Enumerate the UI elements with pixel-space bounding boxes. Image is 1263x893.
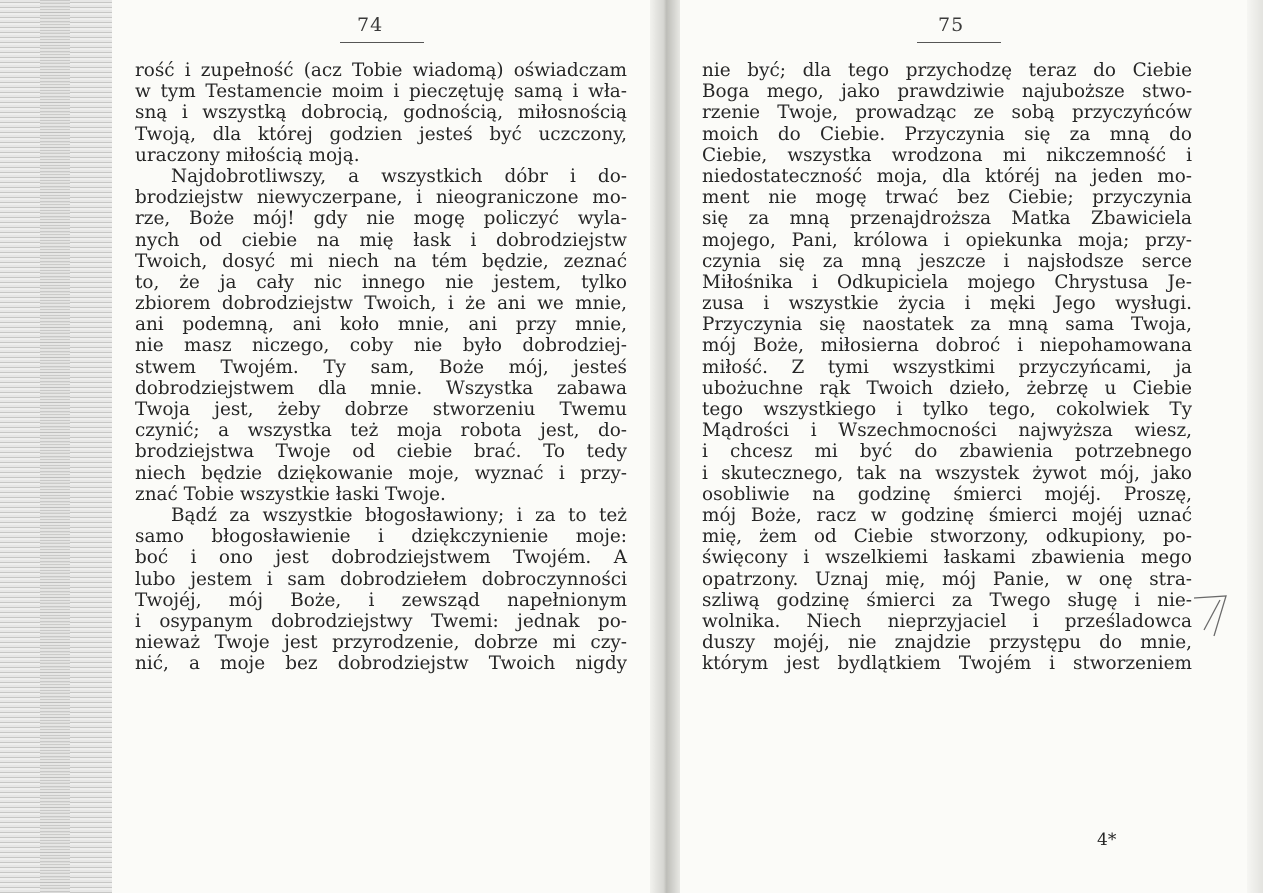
scan-right-edge xyxy=(1247,0,1263,893)
text-line: ment nie mogę trwać bez Ciebie; przyczynia xyxy=(702,187,1192,209)
text-line: się za mną przenajdroższa Matka Zbawiciela xyxy=(702,208,1192,230)
text-line: mój Boże, miłosierna dobroć i niepohamowana xyxy=(702,335,1192,357)
text-line: Twoja jest, żeby dobrze stworzeniu Twemu xyxy=(135,399,627,420)
text-line: znać Tobie wszystkie łaski Twoje. xyxy=(135,483,446,505)
text-line: samo błogosławienie i dziękczynienie moje: xyxy=(135,526,627,548)
text-line: Ciebie, wszystka wrodzona mi nikczemność i xyxy=(702,144,1192,166)
text-line: mojego, Pani, królowa i opiekunka moja; przy- xyxy=(702,229,1192,251)
text-line: czynia się za mną jeszcze i najsłodsze serce xyxy=(702,250,1192,272)
text-line: Przyczynia się naostatek za mną sama Twoja, xyxy=(702,314,1192,336)
text-line: niech będzie dziękowanie moje, wyznać i przy- xyxy=(135,462,627,484)
text-line: mię, żem od Ciebie stworzony, odkupiony, po- xyxy=(702,526,1192,548)
text-line: to, że ja cały nic innego nie jestem, tylko xyxy=(135,271,627,293)
text-line: święcony i wszelkiemi łaskami zbawienia mego xyxy=(702,547,1192,569)
text-line: mój Boże, racz w godzinę śmierci mojéj uznać xyxy=(702,504,1192,526)
text-line: tego wszystkiego i tylko tego, cokolwiek Ty xyxy=(702,399,1192,420)
signature-mark: 4* xyxy=(1097,830,1117,850)
page-number: 74 xyxy=(357,14,384,36)
left-page-text xyxy=(135,60,627,674)
text-line: Boga mego, jako prawdziwie najuboższe stwo- xyxy=(702,81,1192,103)
text-line: w tym Testamencie moim i pieczętuję samą i wła- xyxy=(135,81,627,103)
text-line: moich do Ciebie. Przyczynia się za mną do xyxy=(702,123,1192,145)
text-line: zbiorem dobrodziejstw Twoich, i że ani we mnie, xyxy=(135,293,627,315)
text-line: którym jest bydlątkiem Twojém i stworzeniem xyxy=(702,653,1192,675)
text-line: niedostateczność moja, dla któréj na jeden mo- xyxy=(702,165,1192,187)
header-rule xyxy=(340,42,424,43)
text-line: sną i wszystką dobrocią, godnością, miłosnością xyxy=(135,102,627,124)
text-line: Najdobrotliwszy, a wszystkich dóbr i do- xyxy=(171,165,627,187)
text-line: Bądź za wszystkie błogosławiony; i za to też xyxy=(171,504,627,526)
left-page xyxy=(135,0,627,893)
text-line: Twoją, dla której godzien jesteś być uczczony, xyxy=(135,123,627,145)
right-page xyxy=(702,0,1192,893)
text-line: rzenie Twoje, prowadząc ze sobą przyczyńców xyxy=(702,102,1192,124)
text-line: nieważ Twoje jest przyrodzenie, dobrze mi czy- xyxy=(135,632,627,654)
book-gutter xyxy=(650,0,680,893)
text-line: stwem Twojém. Ty sam, Boże mój, jesteś xyxy=(135,356,627,378)
text-line: i chcesz mi być do zbawienia potrzebnego xyxy=(702,441,1192,463)
header-rule xyxy=(917,42,1001,43)
text-line: rze, Boże mój! gdy nie mogę policzyć wyla- xyxy=(135,208,627,230)
text-line: czynić; a wszystka też moja robota jest, do- xyxy=(135,420,627,442)
text-line: Mądrości i Wszechmocności najwyższa wiesz, xyxy=(702,420,1192,442)
text-line: miłość. Z tymi wszystkimi przyczyńcami, ja xyxy=(702,356,1192,378)
text-line: opatrzony. Uznaj mię, mój Panie, w onę stra- xyxy=(702,568,1192,590)
text-line: brodziejstw niewyczerpane, i nieograniczone mo- xyxy=(135,187,627,209)
text-line: nie masz niczego, coby nie było dobrodziej- xyxy=(135,335,627,357)
text-line: boć i ono jest dobrodziejstwem Twojém. A xyxy=(135,547,627,569)
text-line: Miłośnika i Odkupiciela mojego Chrystusa Je- xyxy=(702,271,1192,293)
right-page-text xyxy=(702,60,1192,674)
text-line: lubo jestem i sam dobrodziełem dobroczynności xyxy=(135,568,627,590)
text-line: wolnika. Niech nieprzyjaciel i prześladowca xyxy=(702,610,1192,632)
text-line: szliwą godzinę śmierci za Twego sługę i nie- xyxy=(702,589,1192,611)
text-line: i skutecznego, tak na wszystek żywot mój, jako xyxy=(702,462,1192,484)
text-line: i osypanym dobrodziejstwy Twemi: jednak po- xyxy=(135,610,627,632)
text-line: duszy mojéj, nie znajdzie przystępu do mnie, xyxy=(702,632,1192,654)
text-line: ani podemną, ani koło mnie, ani przy mnie, xyxy=(135,314,627,336)
text-line: rość i zupełność (acz Tobie wiadomą) oświadczam xyxy=(135,60,627,81)
text-line: dobrodziejstwem dla mnie. Wszystka zabawa xyxy=(135,377,627,399)
text-line: nić, a moje bez dobrodziejstw Twoich nigdy xyxy=(135,653,627,675)
text-line: nie być; dla tego przychodzę teraz do Ciebie xyxy=(702,60,1192,81)
text-line: uraczony miłością moją. xyxy=(135,144,360,166)
text-line: osobliwie na godzinę śmierci mojéj. Proszę, xyxy=(702,483,1192,505)
text-line: brodziejstwa Twoje od ciebie brać. To tedy xyxy=(135,441,627,463)
page-number: 75 xyxy=(938,14,965,36)
text-line: nych od ciebie na mię łask i dobrodziejstw xyxy=(135,229,627,251)
text-line: zusa i wszystkie życia i męki Jego wysługi. xyxy=(702,293,1192,315)
text-line: Twojéj, mój Boże, i zewsząd napełnionym xyxy=(135,589,627,611)
text-line: ubożuchne rąk Twoich dzieło, żebrzę u Ciebie xyxy=(702,377,1192,399)
pencil-mark-icon xyxy=(1192,590,1232,640)
scan-left-edge xyxy=(0,0,112,893)
text-line: Twoich, dosyć mi niech na tém będzie, zeznać xyxy=(135,250,627,272)
